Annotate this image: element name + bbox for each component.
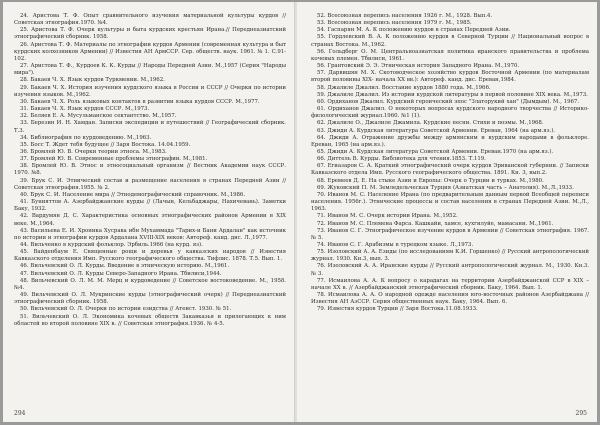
bibliography-entry: 67. Егиазаров С. А. Краткий этнографический очерк курдов Эриванской губернии. // Записки Кавказского отдела Имп. Русского географического общества. 1891. Кн. 3, вып.2.: [311, 163, 589, 177]
bibliography-entry: 30. Бакаев Ч. Х. Роль языковых контактов в развитии языка курдов СССР. М.,1977.: [20, 98, 260, 105]
bibliography-entry: 28. Бакаев Ч. Х. Язык курдов Туркмении. М.,1962.: [20, 77, 165, 84]
bibliography-entry: 58. Джалиле Джалил. Восстание курдов 1880 года. М.,1966.: [317, 84, 491, 91]
bibliography-entry: 70. Иванов М. С. Население Ирана (по предварительным данным первой Всеобщей переписи населения. 1956г.). Этнические процессы и состав населения в странах Передней Азии. М.,Л., 1963.: [311, 191, 589, 213]
bibliography-entry: 65. Джиди А. Курдская литература Советской Армении. Ереван.1970 (на арм.яз.).: [317, 148, 554, 155]
bibliography-entry: 34. Библиография по курдоведению. М.,1963.: [20, 134, 152, 141]
bibliography-entry: 31. Бакаев Ч. Х. Язык курдов СССР. М.,1973.: [20, 106, 150, 113]
bibliography-entry: 63. Джиди А. Курдская литература Советской Армении. Ереван, 1964 (на арм.яз.).: [317, 127, 555, 134]
bibliography-entry: 40. Брук С. И. Население мира // Этнодемографический справочник. М.,1986.: [20, 191, 246, 198]
bibliography-entry: 37. Бромлей Ю. В. Современные проблемы этнографии. М.,1981.: [20, 156, 208, 163]
bibliography-entry: 77. Исмаилова А. А. К вопросу о карадагах на территории Азербайджанской ССР в XIX – начале XX в. // Азербайджанский этнографический сборник. Баку, 1964. Вып. 1.: [311, 277, 589, 291]
bibliography-entry: 45. Вайденбаум Е. Священные рощи и деревья у кавказских народов // Известия Кавказского отделения Имп. Русского географического общества. Тифлис. 1878. Т.5. Вып. 1.: [14, 249, 286, 263]
left-bibliography-list: [14, 13, 286, 328]
bibliography-entry: 46. Вильчевский О. Л. Курды. Введение в этническую историю. М.,1961.: [20, 263, 230, 270]
bibliography-entry: 38. Бромлей Ю. В. Этнос и этносоциальный организм // Вестник Академии наук СССР. 1970. №8.: [14, 163, 286, 177]
bibliography-entry: 69. Жуковский П. М. Земледельческая Турция (Азиатская часть – Анатолия). М.,Л.,1933.: [317, 184, 574, 191]
bibliography-entry: 66. Диттель В. Курды. Библиотека для чтения.1853. Т.119.: [317, 156, 486, 163]
bibliography-entry: 42. Вардумян Д. С. Характеристика основных этнографических районов Армении в XIX веке. М.,1964.: [14, 213, 286, 227]
bibliography-entry: 35. Босс Т. Ждет тебя будущее // Заря Востока. 14.04.1959.: [20, 141, 191, 148]
left-page-number: 294: [14, 410, 26, 417]
bibliography-entry: 61. Ордиханов Джалил. О некоторых вопросах курдского народного творчества // Историко-филологический журнал.1960. №1 (1).: [311, 106, 589, 120]
bibliography-entry: 25. Аристова Т. Ф. Очерк культуры и быта курдских крестьян Ирана.// Переднеазиатский этнографический сборник. 1958.: [14, 27, 286, 41]
bibliography-entry: 47. Вильчевский О. Л. Курды Северо-Западного Ирана. Тбилиси,1944.: [20, 270, 222, 277]
bibliography-entry: 62. Джалиле О., Джалиле Джамила. Курдские песни. Стихи и поэмы. М.,1968.: [317, 120, 544, 127]
bibliography-entry: 75. Изоловский А. А. Езиды (по исследованиям К.И. Горшенко) // Русский антропологический журнал. 1930. Кн.3, вып. 3.: [311, 249, 589, 263]
bibliography-entry: 56. Грантовский Э. Э. Этническая история Западного Ирана. М.,1970.: [317, 63, 520, 70]
bibliography-entry: 24. Аристова Т. Ф. Опыт сравнительного изучения материальной культуры курдов // Советская этнография.1970. №4.: [14, 13, 286, 27]
bibliography-entry: 33. Березин И. Н. Хамдан. Записки экспедиции и путешествий // Географический сборник. Т.3.: [14, 120, 286, 134]
bibliography-entry: 55. Гордлевский В. А. К положению курдов в Северной Турции // Национальный вопрос в странах Востока. М.,1962.: [311, 34, 589, 48]
right-bibliography-list: [311, 13, 589, 314]
bibliography-entry: 48. Вильчевский О. Л. М. М. Мерц и курдоведение // Советское востоковедение. М., 1958. №4.: [14, 277, 286, 291]
bibliography-entry: 49. Вильчевский О. Л. Мукринские курды (этнографический очерк) // Переднеазиатский этнографический сборник. 1958.: [14, 292, 286, 306]
bibliography-entry: 43. Васильева Е. И. Хроника Хусрава ибн Мухаммада "Тарих-и Бани Ардалан" как источник по истории и этнографии курдов Ардалана XVIII-XIX веков: Автореф. канд. дис. Л.,1977.: [14, 227, 286, 241]
bibliography-entry: 26. Аристова Т. Ф. Материалы по этнографии курдов Армении (современная культура и быт курдских колхозников Армении) // Известия АН АрмССР. Сер. обществ. наук. 1961. № 1. С.91-102.: [14, 41, 286, 62]
bibliography-entry: 32. Беляев Е. А. Мусульманское сектантство. М.,1957.: [20, 113, 177, 120]
bibliography-entry: 79. Известия курдов Турции // Заря Востока.11.08.1933.: [317, 306, 478, 313]
bibliography-entry: 78. Исмаилова А. А. О народной одежде населения юго-восточных районов Азербайджана // Известия АН АзССР. Серия общественных наук. Баку, 1964. Вып. 6.: [311, 292, 589, 306]
bibliography-entry: 50. Вильчевский О. Л. Очерки по истории езидства // Атеист. 1930. № 51.: [20, 306, 232, 313]
bibliography-entry: 29. Бакаев Ч. Х. История изучения курдского языка в России и СССР // Очерки по истории изучения языков. М.,1962.: [14, 84, 286, 98]
right-page-number: 295: [575, 410, 587, 417]
bibliography-entry: 73. Иванов С. Г. Этнографическое изучение курдов в Армении // Советская этнография. 1967. № 5.: [311, 227, 589, 241]
bibliography-entry: 36. Бромлей Ю. В. Очерки теории этноса. М.,1983.: [20, 148, 167, 155]
bibliography-entry: 39. Брук С. И. Этнический состав и размещение населения в странах Передней Азии // Советская этнография.1955. № 2.: [14, 177, 286, 191]
bibliography-entry: 64. Джиди А. Отражение дружбы между армянским и курдским народами в фольклоре. Ереван, 1965 (на арм.яз.).: [311, 134, 589, 148]
bibliography-entry: 53. Всесоюзная перепись населения 1979 г. М., 1985.: [317, 20, 472, 27]
bibliography-entry: 52. Всесоюзная перепись населения 1926 г. М., 1928. Вып.4.: [317, 13, 493, 19]
bibliography-entry: 54. Гаспарян М. А. К положению курдов в странах Передней Азии.: [317, 27, 511, 34]
bibliography-entry: 74. Иванов С. Г. Арабизмы в турецком языке. Л.,1973.: [317, 242, 474, 248]
bibliography-entry: 41. Бунияттов А. Азербайджанские курды // (Лачын, Кельбаджары, Нахичевань). Заметки Баку, 1932.: [14, 199, 286, 213]
bibliography-entry: 72. Иванов М. С. Племена Фарса. Кашкайи, хамсе, кухгилуйе, мамасани. М.,1961.: [317, 220, 554, 227]
bibliography-entry: 56. Гольдберг О. М. Центральноазиатская политика иранского правительства и проблема кочевых племен. Тбилиси, 1961.: [311, 48, 589, 62]
bibliography-entry: 44. Вильченко в курдский фольклор. Эрбиль.1966 (на курд. яз).: [20, 242, 203, 248]
bibliography-entry: 51. Вильчевский О. Л. Экономика кочевых обществ Закавказья и прилегающих к ним областей во второй половине XIX в. // Советская этнография.1936. № 4-5.: [14, 313, 286, 327]
left-page: [3, 2, 295, 422]
bibliography-entry: 59. Джалиле Джалил. Из истории курдской литературы в первой половине XIX века. М.,1973.: [317, 91, 588, 98]
bibliography-entry: 27. Аристова Т. Ф., Курдоев К. К. Курды // Народы Передней Азии. М.,1957 (Серия "Народы мира").: [14, 63, 286, 77]
bibliography-entry: 71. Иванов М. С. Очерк истории Ирана. М.,1952.: [317, 213, 458, 220]
right-page: [297, 2, 597, 422]
bibliography-entry: 76. Изоловский А. А. Иранские курды // Русский антропологический журнал. М., 1930. Кн.3. № 3.: [311, 263, 589, 277]
bibliography-entry: 68. Еремеев Д. Е. На стыке Азии и Европы: Очерк о Турции и турках. М.,1980.: [317, 177, 544, 184]
bibliography-entry: 57. Дарвишян М. Х. Скотоводческое хозяйство курдов Восточной Армении (по материалам второй половины XIX- начала XX вв.): Автореф. канд. дис. Ереван,1984.: [311, 70, 589, 84]
bibliography-entry: 60. Ордиханов Джалил. Курдский героический эпос "Златорукий хан" (Дымдым). М., 1967.: [317, 98, 580, 105]
